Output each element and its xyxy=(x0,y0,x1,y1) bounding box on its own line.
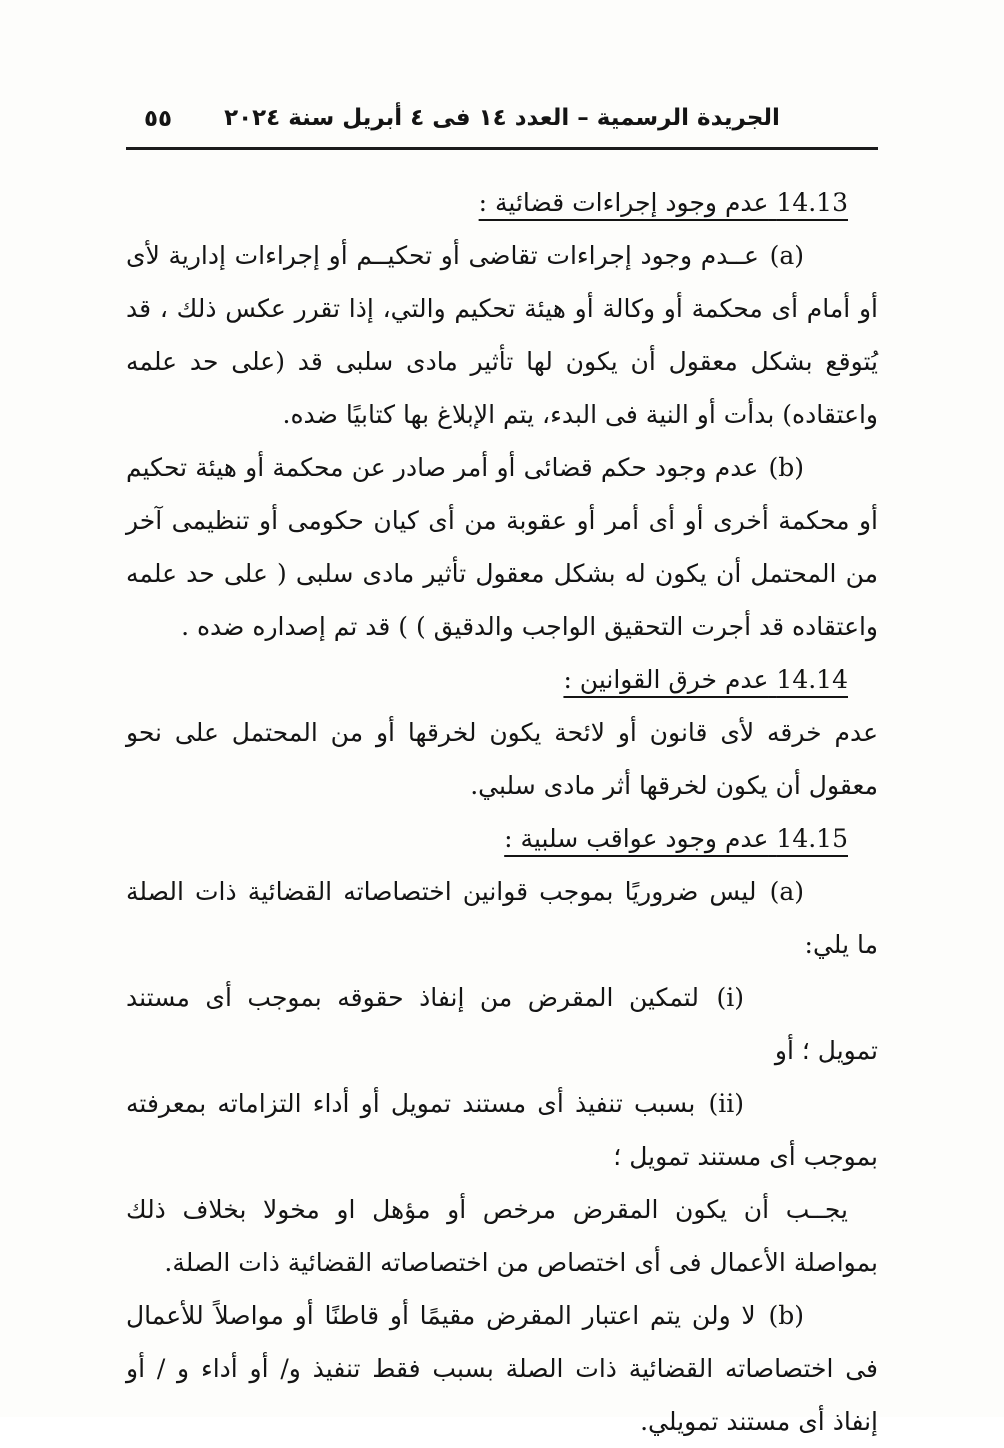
section-title: عدم وجود إجراءات قضائية : xyxy=(478,188,769,217)
paragraph-text: عدم خرقه لأى قانون أو لائحة يكون لخرقها أو من المحتمل على نحو معقول أن يكون لخرقها أثر مادى سلبي. xyxy=(126,718,878,800)
clause-label: (a) xyxy=(769,241,805,270)
section-number: 14.14 xyxy=(776,665,848,694)
clause-label: (ii) xyxy=(708,1089,744,1118)
paragraph xyxy=(126,229,878,441)
section-heading-text xyxy=(504,824,848,853)
page-header xyxy=(126,104,878,147)
paragraph-text: يجــب أن يكون المقرض مرخص أو مؤهل او مخولا بخلاف ذلك بمواصلة الأعمال فى أى اختصاص من اختصاصاته القضائية ذات الصلة. xyxy=(126,1195,878,1277)
page-number: ٥٥ xyxy=(144,105,173,132)
paragraph-text: عدم وجود حكم قضائى أو أمر صادر عن محكمة أو هيئة تحكيم أو محكمة أخرى أو أى أمر أو عقوبة من أى كيان حكومى أو تنظيمى آخر من المحتمل أن يكون له بشكل معقول تأثير مادى سلبى ( على حد علمه واعتقاده قد أجرت التحقيق الواجب والدقيق ) ) قد تم إصداره ضده . xyxy=(126,453,878,641)
section-heading-text xyxy=(563,665,848,694)
paragraph-text: لتمكين المقرض من إنفاذ حقوقه بموجب أى مستند تمويل ؛ أو xyxy=(126,983,878,1065)
section-heading xyxy=(126,176,878,229)
paragraph xyxy=(126,706,878,812)
clause-label: (i) xyxy=(716,983,744,1012)
document-body xyxy=(126,150,878,1448)
section-number: 14.15 xyxy=(776,824,848,853)
section-title: عدم خرق القوانين : xyxy=(563,665,769,694)
paragraph-text: ليس ضروريًا بموجب قوانين اختصاصاته القضائية ذات الصلة ما يلي: xyxy=(126,877,878,959)
paragraph xyxy=(126,971,878,1077)
clause-label: (a) xyxy=(769,877,804,906)
section-title: عدم وجود عواقب سلبية : xyxy=(504,824,769,853)
section-heading-text xyxy=(479,188,848,217)
clause-label: (b) xyxy=(768,453,804,482)
paragraph-text: بسبب تنفيذ أى مستند تمويل أو أداء التزاماته بمعرفته بموجب أى مستند تمويل ؛ xyxy=(126,1089,878,1171)
section-heading xyxy=(126,653,878,706)
paragraph xyxy=(126,865,878,971)
paragraph xyxy=(126,441,878,653)
section-heading xyxy=(126,812,878,865)
paragraph-text: عــدم وجود إجراءات تقاضى أو تحكيــم أو إجراءات إدارية لأى أو أمام أى محكمة أو وكالة أو هيئة تحكيم والتي، إذا تقرر عكس ذلك ، قد يُتوقع بشكل معقول أن يكون لها تأثير مادى سلبى قد (على حد علمه واعتقاده) بدأت أو النية فى البدء، يتم الإبلاغ بها كتابيًا ضده. xyxy=(126,241,878,429)
clause-label: (b) xyxy=(768,1301,804,1330)
gazette-title: الجريدة الرسمية – العدد ١٤ فى ٤ أبريل سنة ٢٠٢٤ xyxy=(224,104,780,131)
paragraph-text: لا ولن يتم اعتبار المقرض مقيمًا أو قاطنًا أو مواصلاً للأعمال فى اختصاصاته القضائية ذات الصلة بسبب فقط تنفيذ و/ أو أداء و / أو إنفاذ أى مستند تمويلي. xyxy=(126,1301,878,1436)
paragraph xyxy=(126,1289,878,1448)
paragraph xyxy=(126,1077,878,1183)
section-number: 14.13 xyxy=(776,188,848,217)
paragraph xyxy=(126,1183,878,1289)
